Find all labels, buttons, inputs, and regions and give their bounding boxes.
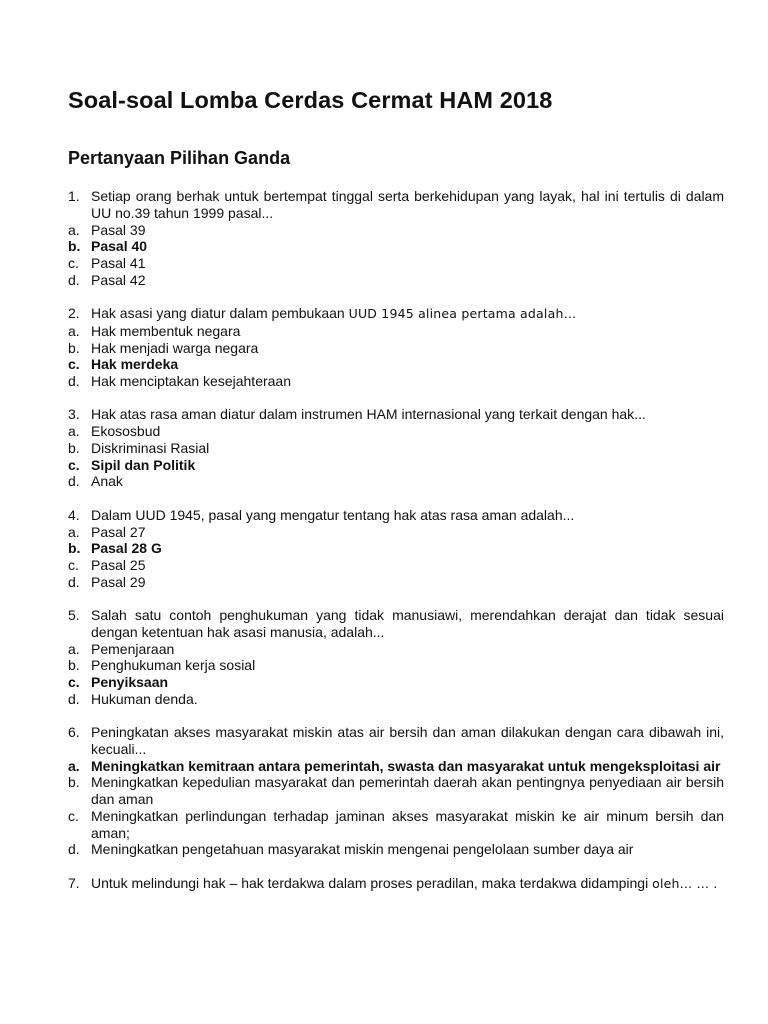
option-letter: d. xyxy=(68,271,80,288)
question-number: 4. xyxy=(68,506,80,523)
option xyxy=(68,808,724,842)
option xyxy=(68,255,724,272)
option xyxy=(68,473,724,490)
option-text: Pasal 39 xyxy=(91,221,146,238)
option-text: Pasal 29 xyxy=(91,573,146,590)
option-letter: a. xyxy=(68,322,80,339)
option-letter: c. xyxy=(68,807,79,824)
option xyxy=(68,641,724,658)
question-5 xyxy=(68,607,724,708)
option-text: Diskriminasi Rasial xyxy=(91,439,210,456)
question-text-tail: UUD 1945 alinea pertama adalah… xyxy=(348,306,577,322)
question-number: 3. xyxy=(68,406,80,423)
option xyxy=(68,222,724,239)
question-1 xyxy=(68,188,724,289)
question-6 xyxy=(68,724,724,858)
option-text: Hak merdeka xyxy=(91,356,179,373)
option-correct xyxy=(68,758,724,775)
option-correct xyxy=(68,540,724,557)
option-letter: b. xyxy=(68,339,80,356)
option-letter: b. xyxy=(68,238,81,255)
option-letter: d. xyxy=(68,473,80,490)
option-text: Ekososbud xyxy=(91,423,161,440)
question-text-wrap xyxy=(91,875,724,893)
option-letter: a. xyxy=(68,523,80,540)
option-letter: c. xyxy=(68,674,80,691)
question-text: Peningkatan akses masyarakat miskin atas air bersih dan aman dilakukan dengan cara dibawah ini, kecuali... xyxy=(91,724,724,757)
option-text: Pemenjaraan xyxy=(91,640,175,657)
question-7 xyxy=(68,875,724,893)
question-text: Untuk melindungi hak – hak terdakwa dalam proses peradilan, maka terdakwa didampingi xyxy=(91,874,653,891)
question-number: 5. xyxy=(68,607,80,624)
option xyxy=(68,423,724,440)
question-3 xyxy=(68,406,724,490)
option-text: Hak membentuk negara xyxy=(91,322,241,339)
option-letter: d. xyxy=(68,573,80,590)
question-4 xyxy=(68,507,724,591)
question-number: 1. xyxy=(68,188,80,204)
option-text: Hukuman denda. xyxy=(91,690,198,707)
question-number: 7. xyxy=(68,874,80,891)
option xyxy=(68,574,724,591)
option-text: Penghukuman kerja sosial xyxy=(91,657,256,674)
option-letter: b. xyxy=(68,657,80,674)
option xyxy=(68,691,724,708)
option xyxy=(68,340,724,357)
option-text: Hak menciptakan kesejahteraan xyxy=(91,373,292,390)
option-letter: d. xyxy=(68,841,80,858)
option-correct xyxy=(68,238,724,255)
question-stem xyxy=(68,188,724,222)
option-text: Hak menjadi warga negara xyxy=(91,339,259,356)
option-letter: b. xyxy=(68,540,81,557)
option-text: Pasal 40 xyxy=(91,238,148,255)
option-text: Pasal 27 xyxy=(91,523,146,540)
question-stem xyxy=(68,875,724,893)
option-letter: c. xyxy=(68,255,79,271)
option-text: Pasal 42 xyxy=(91,271,146,288)
option-text: Sipil dan Politik xyxy=(91,456,196,473)
option-letter: a. xyxy=(68,757,80,774)
option xyxy=(68,657,724,674)
option-text: Meningkatkan kepedulian masyarakat dan pemerintah daerah akan pentingnya penyediaan air bersih dan aman xyxy=(91,774,724,808)
option xyxy=(68,841,724,858)
option-correct xyxy=(68,356,724,373)
question-number: 2. xyxy=(68,305,80,322)
option-letter: c. xyxy=(68,356,80,373)
question-text-wrap xyxy=(91,305,724,323)
option xyxy=(68,373,724,390)
question-text: Salah satu contoh penghukuman yang tidak manusiawi, merendahkan derajat dan tidak sesuai dengan ketentuan hak asasi manusia, adalah... xyxy=(91,607,724,640)
option-text: Meningkatkan perlindungan terhadap jaminan akses masyarakat miskin ke air minum bersih dan aman; xyxy=(91,807,724,841)
option-text: Anak xyxy=(91,473,123,490)
option xyxy=(68,774,724,808)
option-text: Pasal 41 xyxy=(91,255,146,271)
question-stem xyxy=(68,406,724,423)
document-title: Soal-soal Lomba Cerdas Cermat HAM 2018 xyxy=(68,87,553,113)
option-letter: a. xyxy=(68,221,80,238)
question-text: Hak atas rasa aman diatur dalam instrumen HAM internasional yang terkait dengan hak... xyxy=(91,406,646,423)
question-list xyxy=(68,188,724,909)
option-text: Meningkatkan pengetahuan masyarakat miskin mengenai pengelolaan sumber daya air xyxy=(91,841,634,858)
question-number: 6. xyxy=(68,724,80,741)
option-correct xyxy=(68,457,724,474)
option-letter: a. xyxy=(68,640,80,657)
option xyxy=(68,524,724,541)
option-text: Penyiksaan xyxy=(91,674,169,691)
option-text: Pasal 25 xyxy=(91,557,146,574)
option xyxy=(68,272,724,289)
question-text: Dalam UUD 1945, pasal yang mengatur tentang hak atas rasa aman adalah... xyxy=(91,506,575,523)
option-letter: d. xyxy=(68,373,80,390)
question-text: Hak asasi yang diatur dalam pembukaan xyxy=(91,305,349,322)
option-text: Meningkatkan kemitraan antara pemerintah, swasta dan masyarakat untuk mengeksploitasi air xyxy=(91,757,721,774)
option-letter: c. xyxy=(68,456,80,473)
question-text-tail: oleh… … . xyxy=(652,875,718,891)
question-stem xyxy=(68,507,724,524)
option-letter: b. xyxy=(68,439,80,456)
option-correct xyxy=(68,674,724,691)
section-title: Pertanyaan Pilihan Ganda xyxy=(68,148,291,168)
option-text: Pasal 28 G xyxy=(91,540,162,557)
question-2 xyxy=(68,305,724,390)
question-text: Setiap orang berhak untuk bertempat tinggal serta berkehidupan yang layak, hal ini tertulis di dalam UU no.39 tahun 1999 pasal... xyxy=(91,188,724,221)
question-stem xyxy=(68,305,724,323)
question-stem xyxy=(68,607,724,641)
option-letter: a. xyxy=(68,423,80,440)
option-letter: b. xyxy=(68,774,80,791)
option xyxy=(68,440,724,457)
option xyxy=(68,557,724,574)
option-letter: d. xyxy=(68,690,80,707)
option xyxy=(68,323,724,340)
option-letter: c. xyxy=(68,557,79,574)
question-stem xyxy=(68,724,724,758)
